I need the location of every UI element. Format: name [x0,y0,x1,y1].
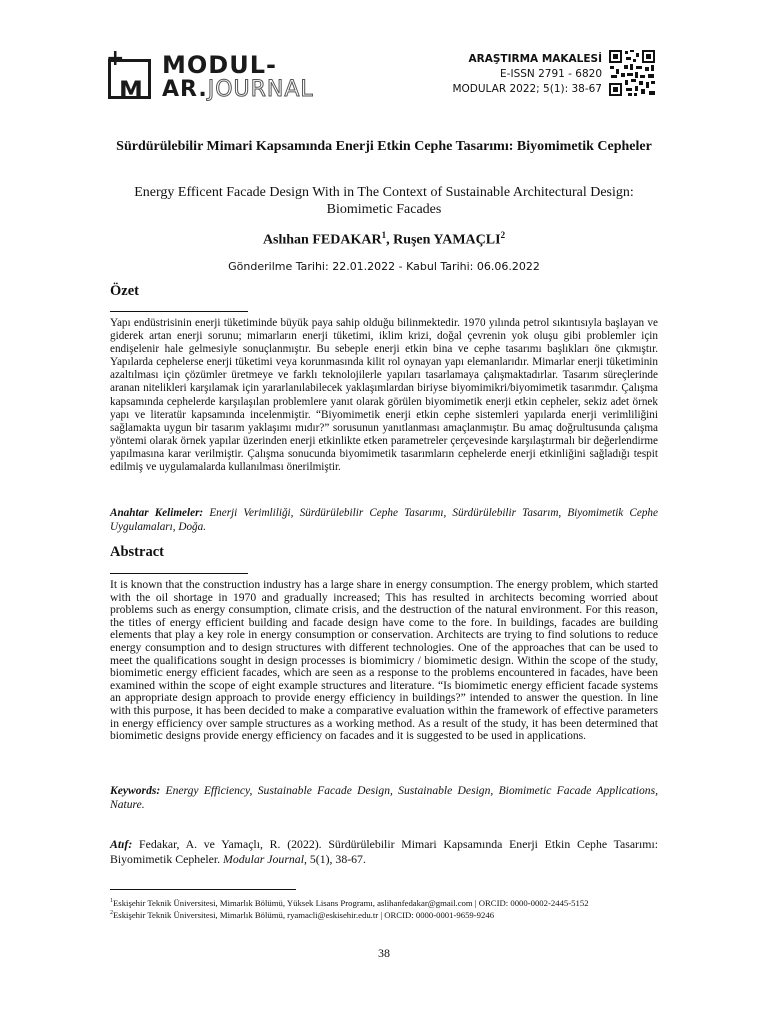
ozet-text: Yapı endüstrisinin enerji tüketiminde büyük paya sahip olduğu bilinmektedir. 1970 yılında petrol sıkıntısıyla başlayan ve giderek artan enerji sorunu; mimarların enerji tüketimi, iklim krizi, doğal çevrenin yok oluşu gibi problemler için endişelenir hale gelmesiyle sonuçlanmıştır. Bu sebeple enerji etkin bina ve cephe tasarımı başlıkları öne çıkmıştır. Yapılarda cephelerse enerji tüketimi veya korunmasında kilit rol oynayan yapı elemanlarıdır. Mimarlar enerji tüketiminin azaltılması için çözümler üretmeye ve farklı teknolojilerle yapıları tasarlamaya çalışmaktadırlar. Tasarım süreçlerinde aranan nitelikleri karşılamak için yararlanılabilecek yaklaşımlardan biriyse biyomimikri/biyomimetik tasarımdır. Çalışma kapsamında cephelerde karşılaşılan problemlere yanıt olarak görülen biyomimetik enerji etkin cepheler, sekiz adet örnek yapı ve literatür kapsamında incelenmiştir. “Biyomimetik enerji etkin cephe sistemleri yapılarda enerji verimliliğini sağlamakta uygun bir tasarım yaklaşımı mıdır?” sorusunun yanıtlanması amaçlanmıştır. Bu amaç doğrultusunda çalışma yöntemi olarak örnek yapılar üzerinden enerji etkinlikte etken parametreler çerçevesinde karşılaştırmalı bir değerlendirme yapılmasına karar verilmiştir. Çalışma sonucunda biyomimetik tasarımların cephelerde enerji etkinliğini sağladığı tespit edilmiş ve uygulamalarda kullanılması önerilmiştir. [110,317,658,474]
journal-header-info [452,52,602,97]
title-turkish: Sürdürülebilir Mimari Kapsamında Enerji Etkin Cephe Tasarımı: Biyomimetik Cepheler [116,139,652,154]
journal-logo [106,46,314,104]
page-number: 38 [378,946,390,960]
footnote-1: $^1$Eskişehir Teknik Üniversitesi, Mimarlık Bölümü, Yüksek Lisans Programı, aslihanfedakar@gmail.com | ORCID: 0000-0002-2445-5152 [110,897,589,908]
abstract-text: It is known that the construction industry has a large share in energy consumption. The energy problem, which started with the oil shortage in 1970 and gradually increased; This has resulted in architects becoming worried about problems such as energy consumption, climate crisis, and the destruction of the natural environment. For this reason, the titles of energy efficient building and facade design have come to the fore. In buildings, facades are building elements that play a key role in energy consumption or conservation. Architects are trying to find solutions to reduce energy consumption and to design structures with different technologies. One of the approaches that can be used to meet the qualifications sought in design processes is biomimicry / biomimetic design. Within the scope of the study, biomimetic energy efficient facades, which are seen as a response to the problems encountered in facades, have been examined within the scope of eight example structures and literature. “Is biomimetic energy efficient facade systems an appropriate design approach to provide energy efficiency in buildings?” intended to answer the question. In line with this purpose, it has been decided to make a comparative evaluation within the framework of effective parameters in energy efficiency over sample structures as a working method. As a result of the study, it has been determined that biomimetic designs provide energy efficiency on facades and it is suggested to be used in applications. [110,578,658,743]
citation: Atıf: Fedakar, A. ve Yamaçlı, R. (2022). Sürdürülebilir Mimari Kapsamında Enerji Etkin Cephe Tasarımı: Biyomimetik Cepheler. Modular Journal, 5(1), 38-67. [110,837,658,866]
qr-code-icon [608,49,656,97]
authors: Aslıhan FEDAKAR$^1$, Ruşen YAMAÇLI$^2$ [262,230,506,248]
ozet-keywords: Anahtar Kelimeler: Enerji Verimliliği, Sürdürülebilir Cephe Tasarımı, Sürdürülebilir Tasarım, Biyomimetik Cephe Uygulamaları, Doğa. [110,507,658,533]
article-type: ARAŞTIRMA MAKALESİ [468,53,602,65]
abstract-keywords: Keywords: Energy Efficiency, Sustainable Facade Design, Sustainable Design, Biomimetic Facade Applications, Nature. [110,784,658,811]
logo-mark: M [108,59,151,99]
submission-dates: Gönderilme Tarihi: 22.01.2022 - Kabul Tarihi: 06.06.2022 [228,260,540,273]
logo-text-line2: AR.JOURNAL [162,77,314,102]
title-english: Energy Efficent Facade Design With in The Context of Sustainable Architectural Design: Biomimetic Facades [134,185,634,217]
logo-plus-icon: + [106,46,125,71]
issue-info: MODULAR 2022; 5(1): 38-67 [452,83,602,95]
footnote-rule [110,889,296,890]
abstract-rule [110,573,248,574]
abstract-heading: Abstract [110,544,164,560]
ozet-heading: Özet [110,283,139,299]
ozet-rule [110,311,248,312]
issn: E-ISSN 2791 - 6820 [500,68,602,80]
logo-text-line1: MODUL- [162,51,277,79]
footnote-2: $^2$Eskişehir Teknik Üniversitesi, Mimarlık Bölümü, ryamacli@eskisehir.edu.tr | ORCID: 0000-0001-9659-9246 [110,909,495,920]
